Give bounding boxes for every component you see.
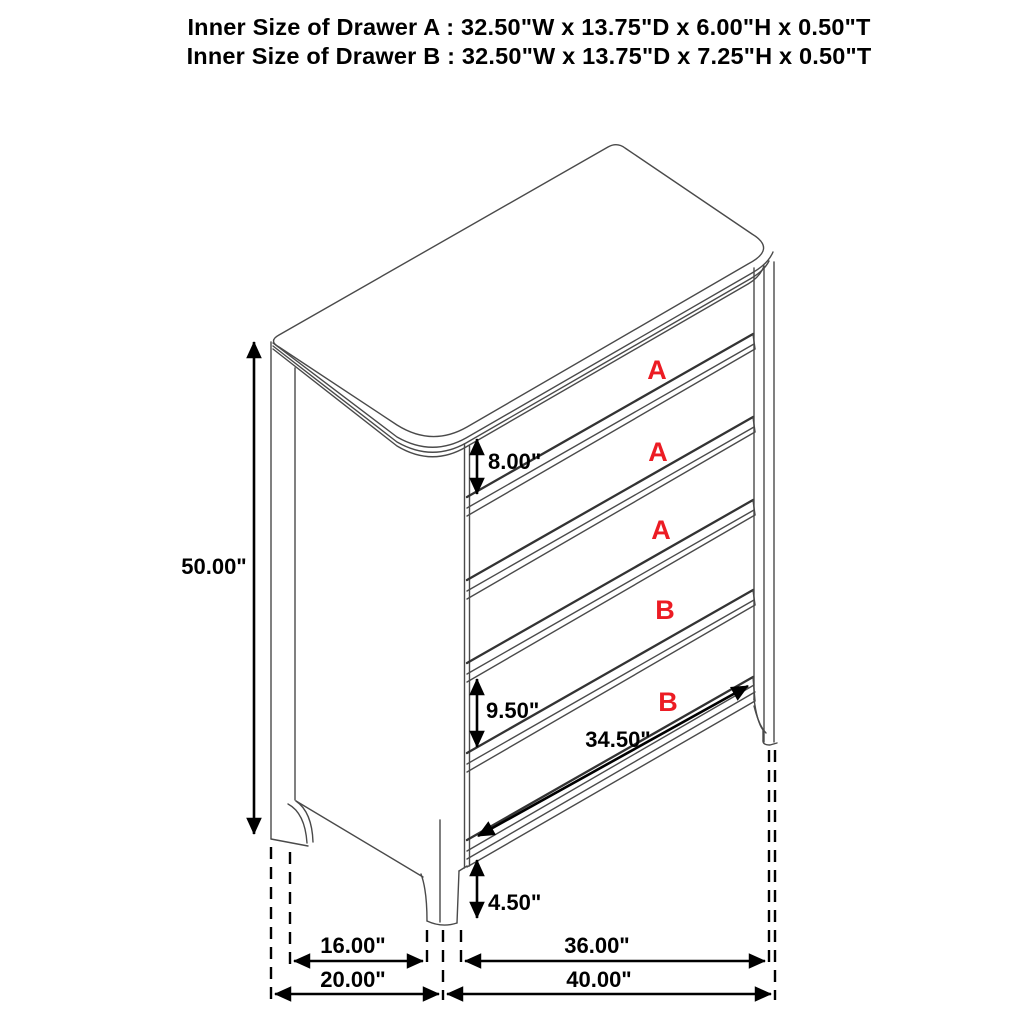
title-line-drawer-b: Inner Size of Drawer B : 32.50"W x 13.75"D x 7.25"H x 0.50"T: [186, 42, 872, 69]
drawer-label-b1: B: [655, 595, 675, 625]
leg-span-width-label: 36.00": [564, 933, 630, 958]
title-line-drawer-a: Inner Size of Drawer A : 32.50"W x 13.75"D x 6.00"H x 0.50"T: [187, 14, 871, 40]
overall-width-label: 40.00": [566, 967, 632, 992]
overall-depth-label: 20.00": [320, 967, 386, 992]
drawer-width-label: 34.50": [585, 727, 651, 752]
leg-clearance-label: 4.50": [488, 890, 542, 915]
dimension-labels: [181, 449, 650, 992]
chest-drawing: [271, 145, 777, 925]
drawer-a-height-label: 8.00": [488, 449, 542, 474]
drawer-rail: [467, 417, 755, 599]
leg-span-depth-label: 16.00": [320, 933, 386, 958]
drawer-rail: [467, 500, 755, 682]
overall-height-label: 50.00": [181, 554, 247, 579]
drawer-label-a2: A: [648, 437, 668, 467]
drawer-label-a3: A: [651, 515, 671, 545]
drawer-label-b2: B: [658, 687, 678, 717]
rear-leg-bottom: [271, 839, 308, 846]
drawer-label-a1: A: [647, 355, 667, 385]
top-panel: [274, 145, 764, 437]
front-center-leg: [421, 820, 467, 925]
extension-lines: [271, 750, 775, 1000]
drawer-b-height-label: 9.50": [486, 698, 540, 723]
rear-leg-arch: [296, 801, 313, 842]
side-panel-bottom-edge: [296, 801, 423, 877]
